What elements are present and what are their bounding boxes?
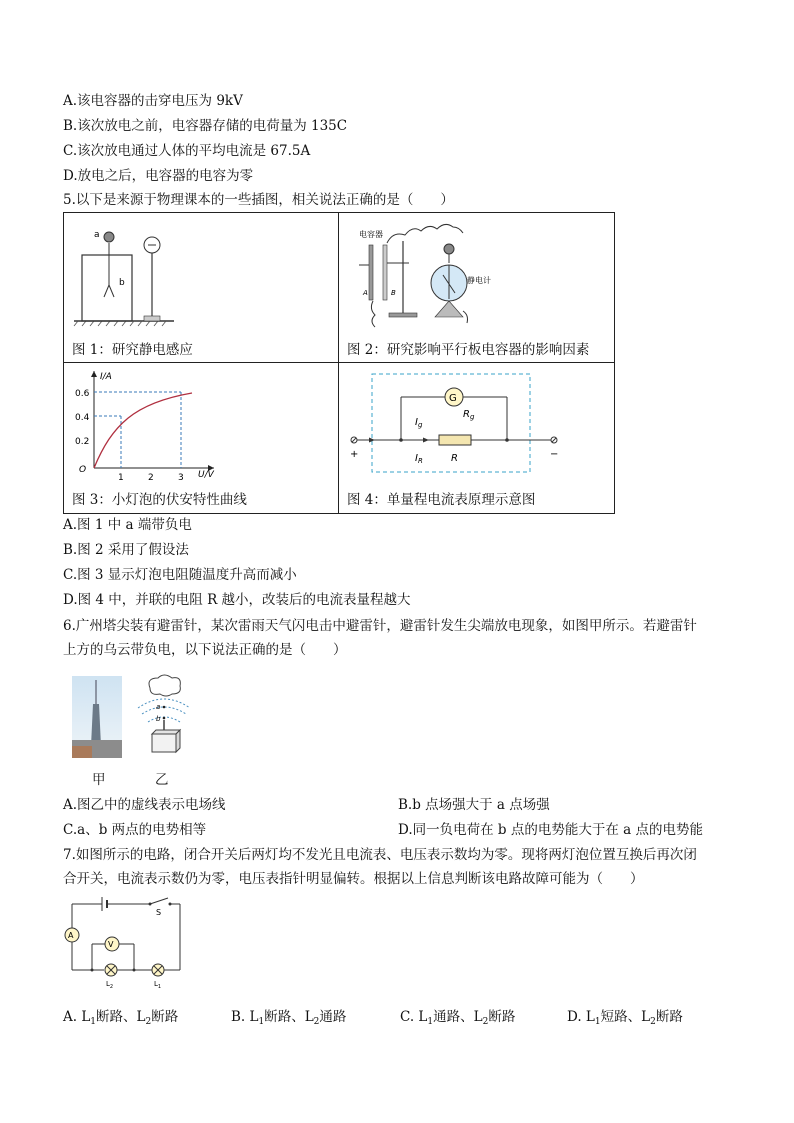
svg-text:O: O [79,465,87,475]
svg-text:A: A [68,931,74,940]
lightning-rod-diagram [134,674,194,754]
svg-text:静电计: 静电计 [467,276,491,285]
q4-option-a: A.该电容器的击穿电压为 9kV [63,93,243,109]
q7-stem-line1: 7.如图所示的电路，闭合开关后两灯均不发光且电流表、电压表示数均为零。现将两灯泡位置互换后再次闭 [63,847,697,863]
svg-text:Rg: $R_g$ [463,409,475,421]
svg-text:0.2: 0.2 [75,437,90,447]
svg-text:Ig: $I_g$ [415,417,423,429]
q7-option-c: C. $L_1$通路、$L_2$断路 [400,1009,516,1027]
figure-4 [339,363,613,512]
q7-circuit-diagram [62,894,192,994]
q6-option-c: C.a、b 两点的电势相等 [63,822,207,838]
q7-stem-line2: 合开关，电流表示数仍为零，电压表指针明显偏转。根据以上信息判断该电路故障可能为（ ） [63,871,644,887]
svg-text:电容器: 电容器 [359,230,383,239]
svg-text:0.4: 0.4 [75,413,90,423]
q5-option-c: C.图 3 显示灯泡电阻随温度升高而减小 [63,567,297,583]
svg-text:U/V: U/V [198,470,214,480]
q6-stem-line2: 上方的乌云带负电，以下说法正确的是（ ） [63,642,347,658]
q6-option-b: B.b 点场强大于 a 点场强 [398,797,550,813]
svg-text:a: a [156,703,161,711]
figure-2 [339,213,613,362]
q5-stem: 5.以下是来源于物理课本的一些插图，相关说法正确的是（ ） [63,192,454,208]
svg-text:G: G [449,393,457,404]
q6-option-d: D.同一负电荷在 b 点的电势能大于在 a 点的电势能 [398,822,703,838]
q6-option-a: A.图乙中的虚线表示电场线 [63,797,226,813]
q4-option-d: D.放电之后，电容器的电容为零 [63,168,254,184]
svg-text:S: S [156,908,162,917]
figure-1-caption: 图 1：研究静电感应 [72,342,193,358]
svg-text:IR: $I_R$ [415,453,423,465]
svg-text:V: V [108,940,114,949]
figure-3-caption: 图 3：小灯泡的伏安特性曲线 [72,492,247,508]
svg-text:b: b [119,278,125,288]
q7-option-b: B. $L_1$断路、$L_2$通路 [231,1009,347,1027]
q5-figure-grid [63,212,615,514]
svg-text:L2: $L_2$ [106,980,114,990]
svg-text:B: B [391,289,396,297]
label-yi: 乙 [155,772,169,788]
svg-text:I/A: I/A [100,372,112,382]
svg-text:2: 2 [148,473,154,483]
q4-option-b: B.该次放电之前，电容器存储的电荷量为 135C [63,118,348,134]
svg-text:A: A [363,289,368,297]
q5-option-b: B.图 2 采用了假设法 [63,542,189,558]
svg-text:0.6: 0.6 [75,389,90,399]
label-jia: 甲 [92,772,106,788]
svg-text:R: R [451,453,458,464]
q7-option-d: D. $L_1$短路、$L_2$断路 [567,1009,683,1027]
svg-text:a: a [94,230,100,240]
figure-1 [64,213,338,362]
figure-4-caption: 图 4：单量程电流表原理示意图 [347,492,536,508]
q7-option-a: A. $L_1$断路、$L_2$断路 [63,1009,179,1027]
svg-text:b: b [156,715,161,723]
q6-stem-line1: 6.广州塔尖装有避雷针，某次雷雨天气闪电击中避雷针，避雷针发生尖端放电现象，如图甲所示。若避雷针 [63,618,697,634]
figure-3 [64,363,338,512]
svg-text:1: 1 [118,473,124,483]
svg-text:L1: $L_1$ [154,980,162,990]
q5-option-d: D.图 4 中，并联的电阻 R 越小，改装后的电流表量程越大 [63,592,411,608]
figure-2-caption: 图 2：研究影响平行板电容器的影响因素 [347,342,590,358]
canton-tower-photo [72,676,122,758]
svg-text:+: + [350,449,359,460]
q5-option-a: A.图 1 中 a 端带负电 [63,517,192,533]
q4-option-c: C.该次放电通过人体的平均电流是 67.5A [63,143,311,159]
svg-text:−: − [550,449,559,460]
svg-text:3: 3 [178,473,184,483]
